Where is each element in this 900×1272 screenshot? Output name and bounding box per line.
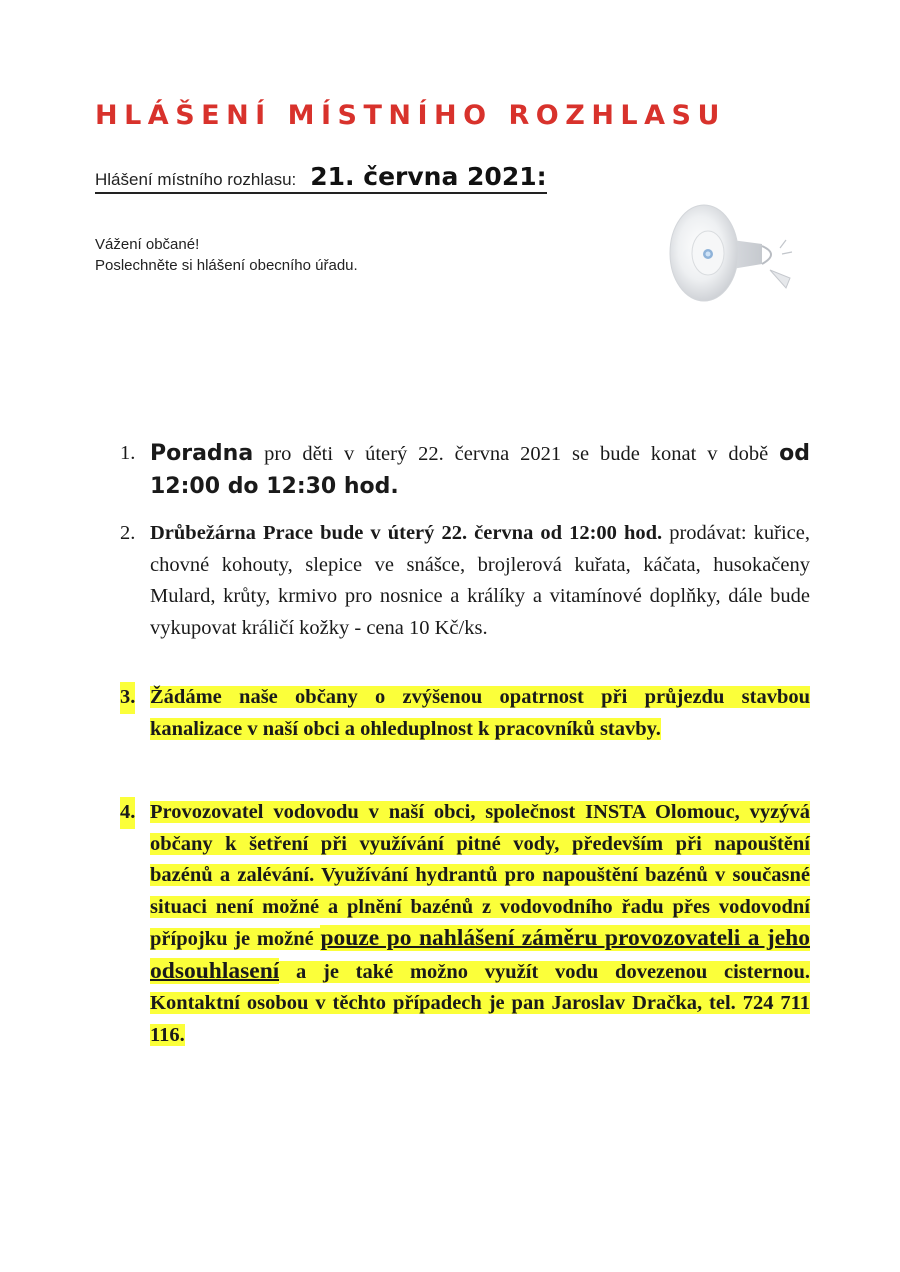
item-1-lead: Poradna bbox=[150, 441, 254, 466]
megaphone-icon bbox=[662, 178, 812, 333]
greeting bbox=[95, 234, 358, 276]
item-1-text: pro děti v úterý 22. června 2021 se bude konat v době bbox=[253, 443, 780, 465]
item-number: 4. bbox=[120, 797, 135, 829]
item-number: 1. bbox=[120, 442, 136, 464]
item-4-text-end: a je také možno využít vodu dovezenou cisternou. Kontaktní osobou v těchto případech je pan Jaroslav Dračka, tel. 724 711 116. bbox=[150, 960, 810, 1046]
list-item-1 bbox=[120, 438, 810, 503]
announcement-date-line bbox=[95, 162, 547, 194]
list-item-2 bbox=[120, 518, 810, 644]
item-number: 2. bbox=[120, 522, 136, 544]
page-title: HLÁŠENÍ MÍSTNÍHO ROZHLASU bbox=[95, 100, 726, 131]
list-item-4 bbox=[120, 797, 810, 1051]
item-2-bold: Drůbežárna Prace bude v úterý 22. června od 12:00 hod. bbox=[150, 522, 663, 544]
item-1-time: od 12:00 do 12:30 hod. bbox=[150, 441, 810, 499]
announcement-date: 21. června 2021: bbox=[310, 162, 547, 191]
announcement-label: Hlášení místního rozhlasu: bbox=[95, 170, 297, 189]
item-2-text: prodávat: kuřice, chovné kohouty, slepice ve snášce, brojlerová kuřata, káčata, husokačeny Mulard, krůty, krmivo pro nosnice a králíky a vitamínové doplňky, dále bude vykupovat králičí kožky - cena 10 Kč/ks. bbox=[150, 522, 811, 639]
greeting-line-2: Poslechněte si hlášení obecního úřadu. bbox=[95, 257, 358, 274]
greeting-line-1: Vážení občané! bbox=[95, 236, 200, 253]
item-4-text: Provozovatel vodovodu v naší obci, společnost INSTA Olomouc, vyzývá občany k šetření při využívání pitné vody, především při napouštění bazénů a zalévání. Využívání hydrantů pro napouštění bazénů v současné situaci není možné a plnění bazénů z vodovodního řadu přes vodovodní přípojku je možné bbox=[150, 801, 810, 950]
item-4-underlined: pouze po nahlášení záměru provozovateli a jeho odsouhlasení bbox=[150, 925, 810, 984]
item-3-text: Žádáme naše občany o zvýšenou opatrnost při průjezdu stavbou kanalizace v naší obci a ohleduplnost k pracovníků stavby. bbox=[150, 686, 810, 740]
list-item-3 bbox=[120, 682, 810, 745]
item-number: 3. bbox=[120, 682, 135, 714]
